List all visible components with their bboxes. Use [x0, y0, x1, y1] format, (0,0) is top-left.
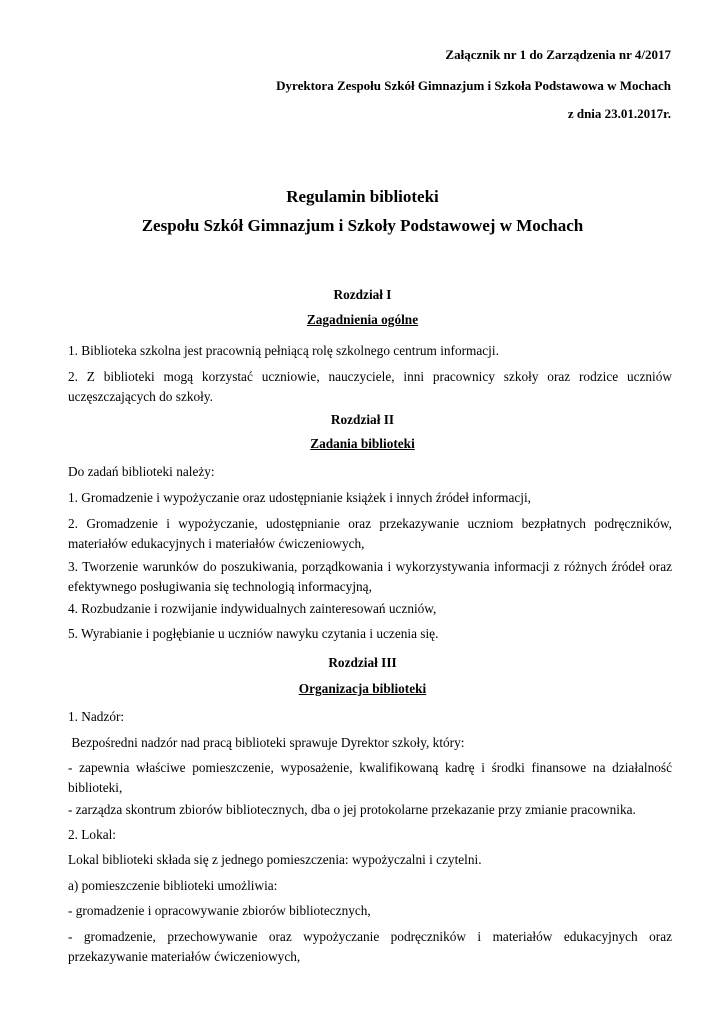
section-1-title: 1. Nadzór: — [68, 709, 125, 724]
chapter-2-label: Rozdział II — [330, 412, 395, 427]
chapter-1-paragraph-2: 2. Z biblioteki mogą korzystać uczniowie, nauczyciele, inni pracownicy szkoły oraz rodzice uczniów uczęszczających do szkoły. — [68, 369, 672, 404]
section-2-point-a: a) pomieszczenie biblioteki umożliwia: — [68, 878, 278, 893]
chapter-2-item-5: 5. Wyrabianie i pogłębianie u uczniów nawyku czytania i uczenia się. — [68, 626, 439, 641]
chapter-1-heading: Zagadnienia ogólne — [306, 312, 419, 327]
chapter-2-item-1: 1. Gromadzenie i wypożyczanie oraz udostępnianie książek i innych źródeł informacji, — [68, 490, 531, 505]
issuer-line: Dyrektora Zespołu Szkół Gimnazjum i Szkoła Podstawowa w Mochach — [276, 78, 671, 93]
section-1-intro: Bezpośredni nadzór nad pracą biblioteki sprawuje Dyrektor szkoły, który: — [68, 735, 465, 750]
chapter-3-label: Rozdział III — [328, 655, 397, 670]
chapter-2-item-2: 2. Gromadzenie i wypożyczanie, udostępnianie oraz przekazywanie uczniom bezpłatnych podręczników, materiałów edukacyjnych i materiałów ćwiczeniowych, — [68, 516, 672, 551]
chapter-1-label: Rozdział I — [333, 287, 392, 302]
document-subtitle: Zespołu Szkół Gimnazjum i Szkoły Podstawowej w Mochach — [141, 216, 584, 235]
section-2-bullet-2: - gromadzenie, przechowywanie oraz wypożyczanie podręczników i materiałów edukacyjnych oraz przekazywanie materiałów ćwiczeniowych, — [68, 929, 672, 964]
chapter-2-item-4: 4. Rozbudzanie i rozwijanie indywidualnych zainteresowań uczniów, — [68, 601, 437, 616]
chapter-3-heading: Organizacja biblioteki — [298, 681, 427, 696]
section-2-title: 2. Lokal: — [68, 827, 117, 842]
section-2-intro: Lokal biblioteki składa się z jednego pomieszczenia: wypożyczalni i czytelni. — [68, 852, 482, 867]
date-line: z dnia 23.01.2017r. — [567, 106, 671, 121]
chapter-2-item-3: 3. Tworzenie warunków do poszukiwania, porządkowania i wykorzystywania informacji z różnych źródeł oraz efektywnego posługiwania się technologią informacyjną, — [68, 559, 672, 594]
document-title: Regulamin biblioteki — [286, 187, 439, 206]
section-2-bullet-1: - gromadzenie i opracowywanie zbiorów bibliotecznych, — [68, 903, 371, 918]
chapter-2-intro: Do zadań biblioteki należy: — [68, 464, 215, 479]
chapter-2-heading: Zadania biblioteki — [310, 436, 415, 451]
section-1-bullet-2: - zarządza skontrum zbiorów bibliotecznych, dba o jej protokolarne przekazanie przy zmianie pracownika. — [68, 802, 636, 817]
chapter-1-paragraph-1: 1. Biblioteka szkolna jest pracownią pełniącą rolę szkolnego centrum informacji. — [68, 343, 499, 358]
attachment-line: Załącznik nr 1 do Zarządzenia nr 4/2017 — [445, 47, 671, 62]
section-1-bullet-1: - zapewnia właściwe pomieszczenie, wyposażenie, kwalifikowaną kadrę i środki finansowe na działalność biblioteki, — [68, 760, 672, 795]
